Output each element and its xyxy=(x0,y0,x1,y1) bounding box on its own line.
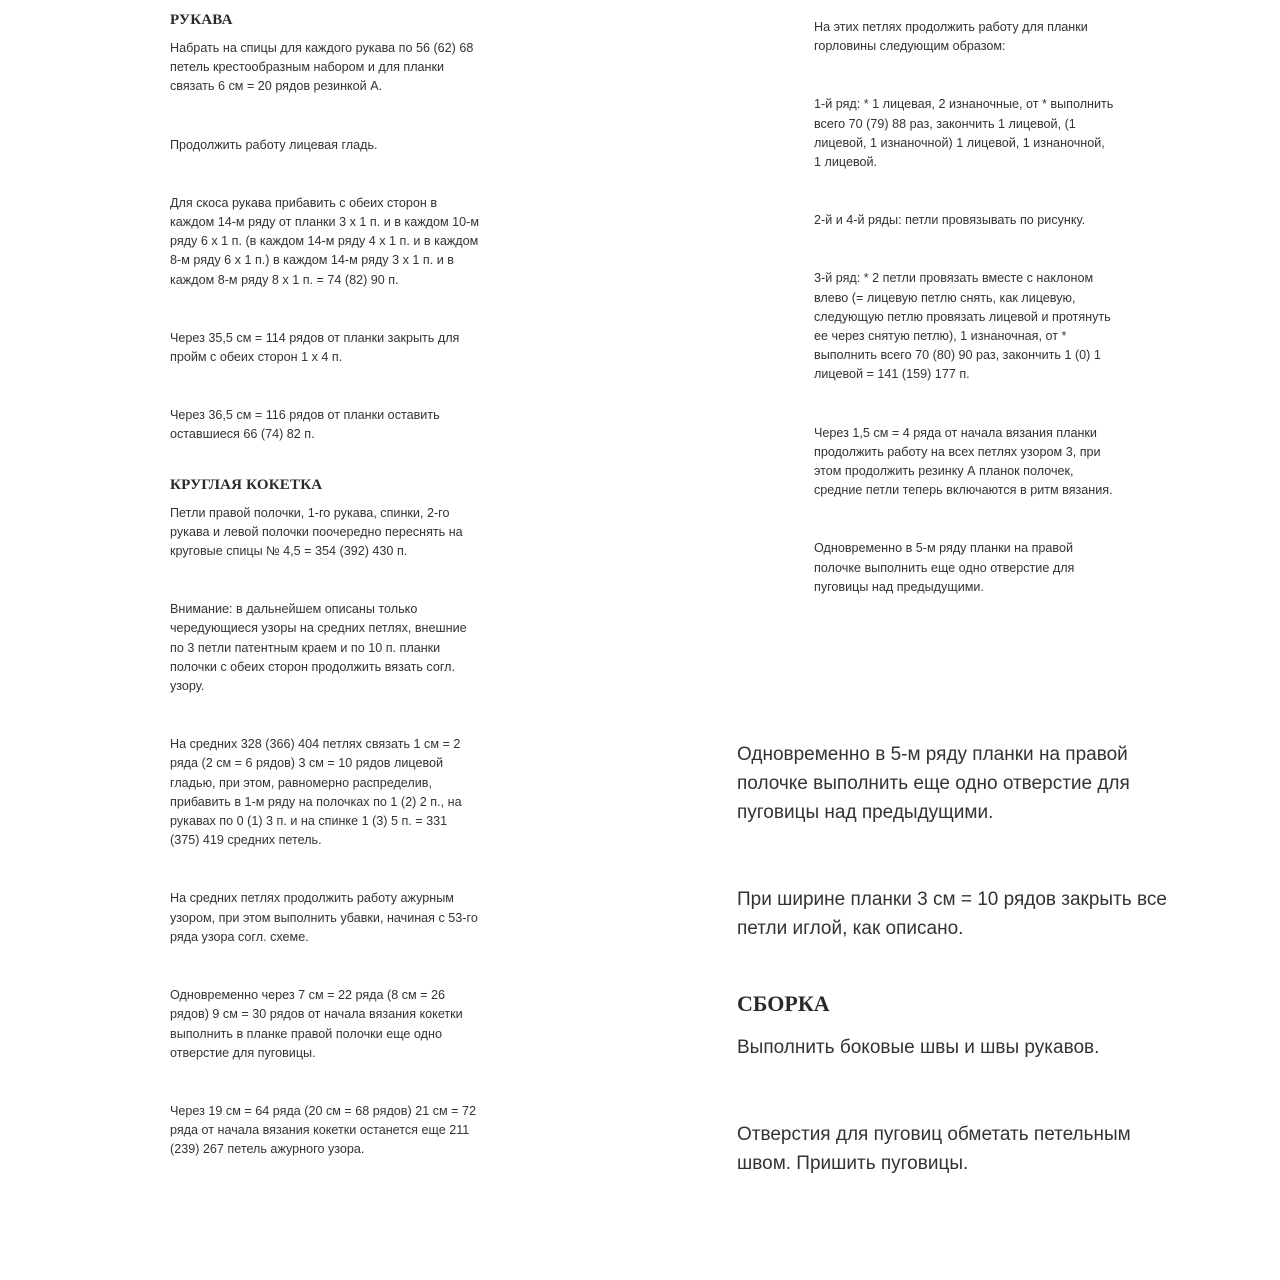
neckband-paragraph-2: 1-й ряд: * 1 лицевая, 2 изнаночные, от * выполнить всего 70 (79) 88 раз, закончить 1 лицевой, (1 лицевой, 1 изнаночной) 1 лицевой, 1 изнаночной, 1 лицевой. xyxy=(814,97,1114,170)
yoke-paragraph-3: На средних 328 (366) 404 петлях связать 1 см = 2 ряда (2 см = 6 рядов) 3 см = 10 рядов лицевой гладью, при этом, равномерно распределив, прибавить в 1-м ряду на полочках по 1 (2) 2 п., на рукавах по 0 (1) 3 п. и на спинке 1 (3) 5 п. = 331 (375) 419 средних петель. xyxy=(170,737,462,848)
yoke-paragraph-4: На средних петлях продолжить работу ажурным узором, при этом выполнить убавки, начиная с 53-го ряда узора согл. схеме. xyxy=(170,891,478,944)
buttonhole-paragraph: Одновременно в 5-м ряду планки на правой полочке выполнить еще одно отверстие для пуговицы над предыдущими. xyxy=(737,744,1130,823)
neckband-paragraph-5: Через 1,5 см = 4 ряда от начала вязания планки продолжить работу на всех петлях узором 3, при этом продолжить резинку А планок полочек, средние петли теперь включаются в ритм вязания. xyxy=(814,425,1113,498)
heading-sleeves: РУКАВА xyxy=(170,12,233,28)
neckband-paragraph-3: 2-й и 4-й ряды: петли провязывать по рисунку. xyxy=(814,213,1086,228)
sleeves-paragraph-2: Продолжить работу лицевая гладь. xyxy=(170,137,378,152)
yoke-paragraph-6: Через 19 см = 64 ряда (20 см = 68 рядов) 21 см = 72 ряда от начала вязания кокетки останется еще 211 (239) 267 петель ажурного узора. xyxy=(170,1103,477,1157)
sleeves-paragraph-1: Набрать на спицы для каждого рукава по 56 (62) 68 петель крестообразным набором и для планки связать 6 см = 20 рядов резинкой А. xyxy=(170,41,474,94)
sleeves-paragraph-5: Через 36,5 см = 116 рядов от планки оставить оставшиеся 66 (74) 82 п. xyxy=(170,408,440,442)
sleeves-paragraph-4: Через 35,5 см = 114 рядов от планки закрыть для пройм с обеих сторон 1 х 4 п. xyxy=(170,330,460,365)
yoke-paragraph-1: Петли правой полочки, 1-го рукава, спинки, 2-го рукава и левой полочки поочередно переснять на круговые спицы № 4,5 = 354 (392) 430 п. xyxy=(170,505,463,559)
bindoff-paragraph: При ширине планки 3 см = 10 рядов закрыть все петли иглой, как описано. xyxy=(737,889,1167,939)
right-bottom-column xyxy=(737,740,1177,1178)
assembly-paragraph-2: Отверстия для пуговиц обметать петельным швом. Пришить пуговицы. xyxy=(737,1124,1131,1174)
heading-assembly: СБОРКА xyxy=(737,991,830,1016)
yoke-paragraph-5: Одновременно через 7 см = 22 ряда (8 см = 26 рядов) 9 см = 30 рядов от начала вязания кокетки выполнить в планке правой полочки еще одно отверстие для пуговицы. xyxy=(170,988,463,1060)
left-column xyxy=(170,12,480,1160)
heading-round-yoke: КРУГЛАЯ КОКЕТКА xyxy=(170,476,323,493)
right-top-column xyxy=(814,18,1114,597)
neckband-paragraph-4: 3-й ряд: * 2 петли провязать вместе с наклоном влево (= лицевую петлю снять, как лицевую, следующую петлю провязать лицевой и протянуть ее через снятую петлю), 1 изнаночная, от * выполнить всего 70 (80) 90 раз, закончить 1 (0) 1 лицевой = 141 (159) 177 п. xyxy=(814,271,1111,382)
neckband-paragraph-1: На этих петлях продолжить работу для планки горловины следующим образом: xyxy=(814,20,1088,54)
assembly-paragraph-1: Выполнить боковые швы и швы рукавов. xyxy=(737,1037,1100,1058)
yoke-paragraph-2: Внимание: в дальнейшем описаны только чередующиеся узоры на средних петлях, внешние по 3 петли патентным краем и по 10 п. планки полочки с обеих сторон продолжить вязать согл. узору. xyxy=(170,602,467,694)
neckband-paragraph-6: Одновременно в 5-м ряду планки на правой полочке выполнить еще одно отверстие для пуговицы над предыдущими. xyxy=(814,541,1075,594)
sleeves-paragraph-3: Для скоса рукава прибавить с обеих сторон в каждом 14-м ряду от планки 3 х 1 п. и в каждом 10-м ряду 6 х 1 п. (в каждом 14-м ряду 4 х 1 п. и в каждом 8-м ряду 6 х 1 п.) в каждом 14-м ряду 3 х 1 п. и в каждом 8-м ряду 8 х 1 п. = 74 (82) 90 п. xyxy=(170,195,480,287)
